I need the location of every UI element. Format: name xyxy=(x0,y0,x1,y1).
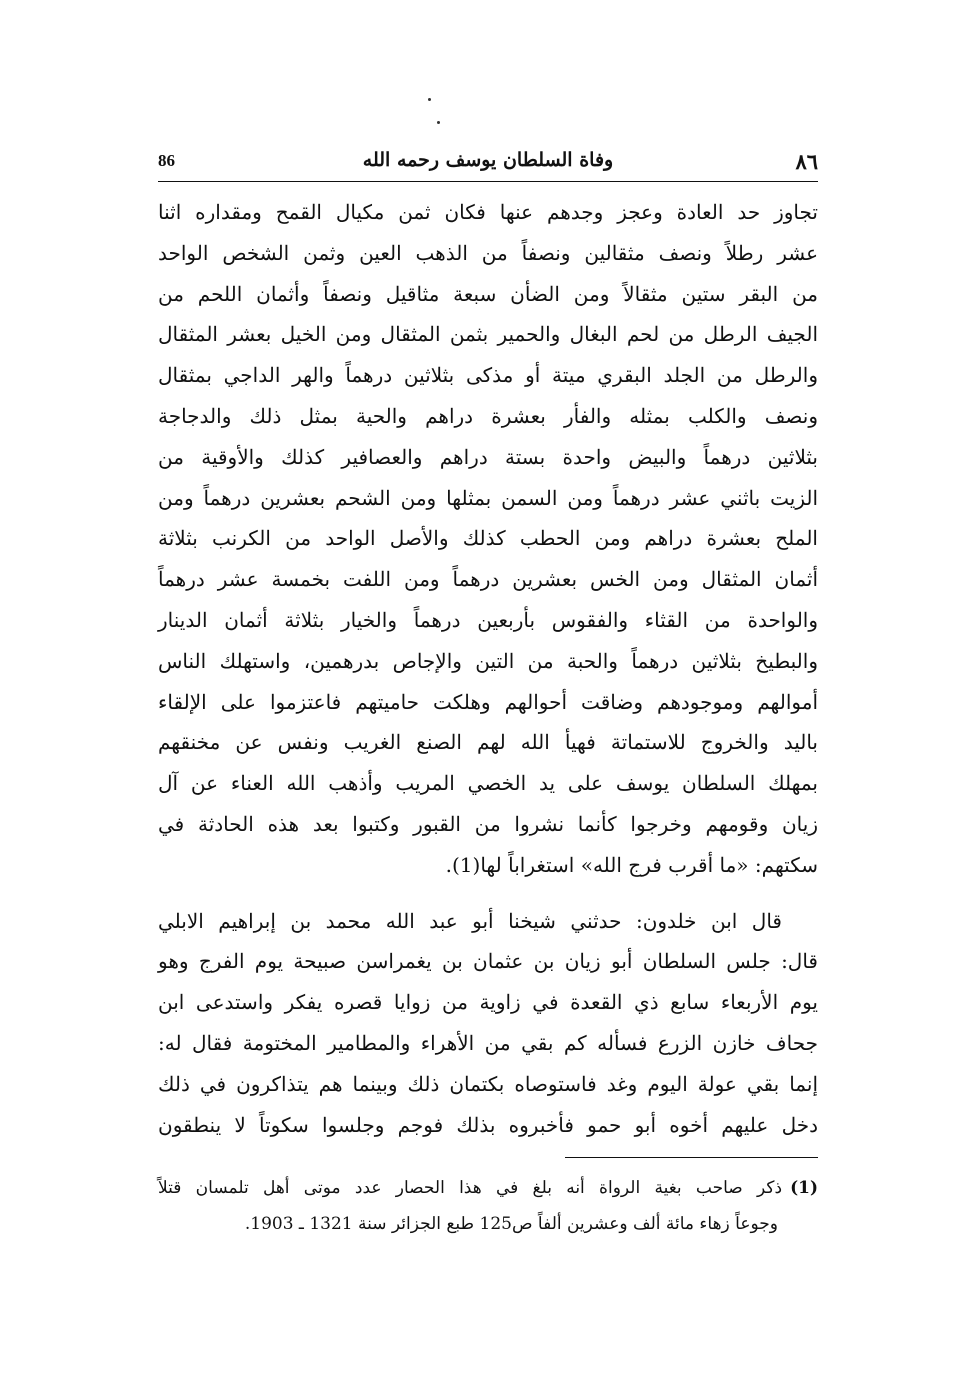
text-line: يوم الأربعاء سابع ذي القعدة في زاوية من زوايا قصره يفكر واستدعى ابن xyxy=(158,990,818,1015)
text-line: أموالهم وموجودهم وضاقت أحوالهم وهلكت حاميتهم فاعتزموا على الإلقاء xyxy=(158,689,818,714)
scan-speck xyxy=(437,121,440,124)
footnotes xyxy=(158,1170,818,1242)
text-line-paragraph-start: قال ابن خلدون: حدثني شيخنا أبو عبد الله محمد بن إبراهيم الابلي xyxy=(158,908,782,933)
text-line: بمهلك السلطان يوسف على يد الخصي المريب وأذهب الله العناء عن آل xyxy=(158,771,818,796)
text-line: عشر رطلاً ونصف مثقالين ونصفاً من الذهب العين وثمن الشخص الواحد xyxy=(158,240,818,265)
text-line: زيان وقومهم وخرجوا كأنما نشروا من القبور وكتبوا بعد هذه الحادثة في xyxy=(158,811,818,836)
text-line: إنما بقي عولة اليوم وغد فاستوصاه بكتمان ذلك وبينما هم يتذاكرون في ذلك xyxy=(158,1071,818,1096)
text-line: الملح بعشرة دراهم ومن الحطب كذلك والأصل الواحد من الكرنب بثلاثة xyxy=(158,526,818,551)
footnote-rule xyxy=(565,1157,818,1158)
text-line: الزيت باثني عشر درهماً ومن السمن بمثلها ومن الشحم بعشرين درهماً ومن xyxy=(158,485,818,510)
footnote-line xyxy=(158,1170,818,1206)
text-line-paragraph-end: سكتهم: «ما أقرب فرج الله» استغراباً لها(1). xyxy=(445,852,818,877)
footnote-text: ذكر صاحب بغية الرواة أنه بلغ في هذا الحصار عدد موتى أهل تلمسان قتلاً xyxy=(158,1178,783,1198)
text-line: الجيف الرطل من لحم البغال والحمير بثمن المثقال ومن الخيل بعشر المثقال xyxy=(158,322,818,347)
text-line: من البقر ستين مثقالاً ومن الضأن سبعة مثاقيل ونصفاً وأثمان اللحم من xyxy=(158,281,819,306)
text-line: أثمان المثقال ومن الخس بعشرين درهماً ومن اللفت بخمسة عشر درهماً xyxy=(158,567,818,592)
text-line: جحاف خازن الزرع فسأله كم بقي من الأهراء والمطامير المختومة فقال له: xyxy=(158,1030,818,1055)
page-number-arabic: ٨٦ xyxy=(795,149,818,174)
text-line: بثلاثين درهماً والبيض واحدة بستة دراهم والعصافير كذلك والأوقية من xyxy=(158,444,818,469)
text-line: باليد والخروج للاستماتة فهيأ الله لهم الصنع الغريب ونفس عن مخنقهم xyxy=(158,730,818,755)
text-line: قال: جلس السلطان أبو زيان بن عثمان بن يغمراسن صبيحة يوم الفرج وهو xyxy=(158,949,818,974)
text-line: والواحدة من القثاء والفقوس بأربعين درهماً والخيار بثلاثة أثمان الدينار xyxy=(158,607,818,632)
running-header xyxy=(158,147,818,181)
text-line: والرطل من الجلد البقري ميتة أو مذكى بثلاثين درهماً والهر الداجي بمثقال xyxy=(158,363,818,388)
text-line: والبطيخ بثلاثين درهماً والحبة من التين والإجاص بدرهمين، واستهلك الناس xyxy=(158,648,818,673)
text-line: ونصف والكلب بمثله والفأر بعشرة دراهم والحية بمثل ذلك والدجاجة xyxy=(158,403,818,428)
paragraph-gap xyxy=(158,886,818,901)
main-text xyxy=(158,192,818,1145)
scan-speck xyxy=(428,98,431,101)
text-line: دخل عليهم أخوه أبو حمو فأخبروه بذلك فوجم وجلسوا سكوتاً لا ينطقون xyxy=(158,1112,818,1137)
header-rule xyxy=(158,181,818,182)
text-line: تجاوز حد العادة وعجز وجدهم عنها فكان ثمن مكيال القمح ومقداره اثنا xyxy=(158,200,818,224)
footnote-marker: (1) xyxy=(790,1178,818,1198)
page-number: 86 xyxy=(158,151,175,170)
footnote-line: وجوعاً زهاء مائة ألف وعشرين ألفاً ص125 طبع الجزائر سنة 1321 ـ 1903. xyxy=(244,1214,778,1234)
running-title: وفاة السلطان يوسف رحمه الله xyxy=(362,149,614,171)
